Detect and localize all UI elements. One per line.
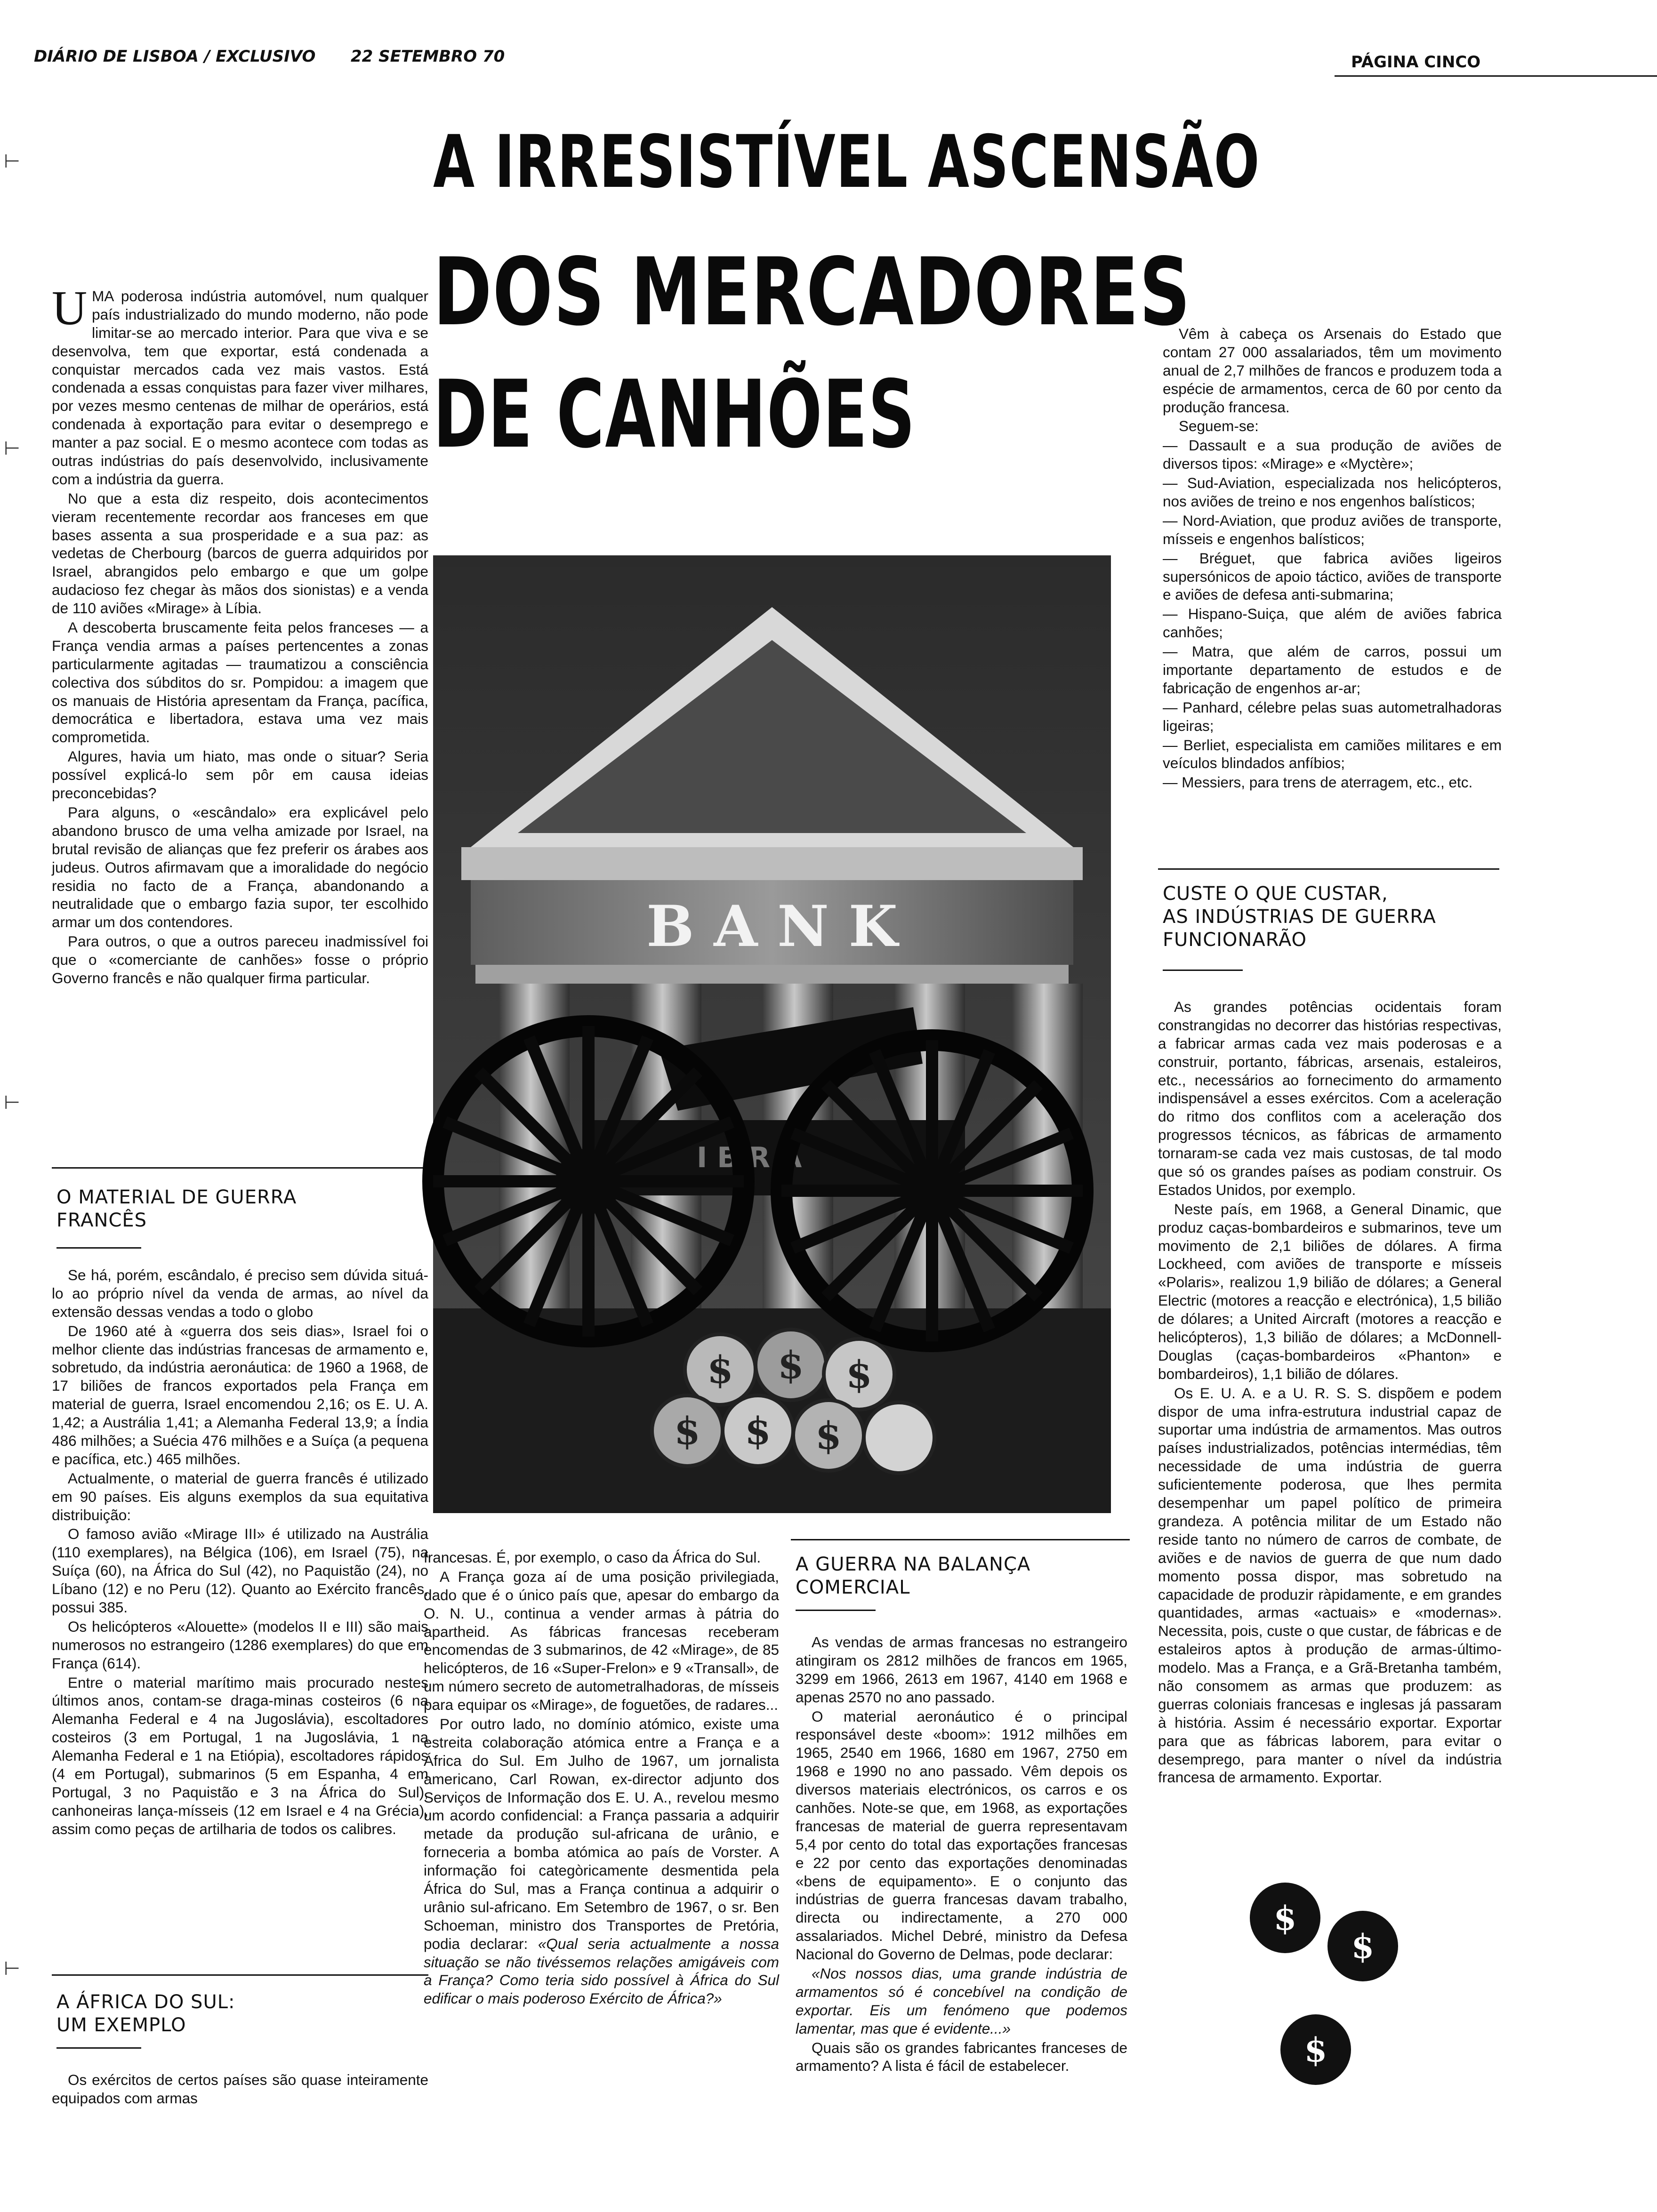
section-rule: [1158, 868, 1499, 870]
manufacturer-item: — Dassault e a sua produção de aviões de diversos tipos: «Mirage» e «Myctère»;: [1163, 437, 1502, 473]
quote: «Nos nossos dias, uma grande indústria de armamentos só é concebível na condição de exportar. Eis um fenómeno que podemos lamentar, mas que é evidente...»: [796, 1965, 1127, 2037]
column-balance: [796, 1633, 1127, 2113]
section-underline: [1163, 970, 1243, 971]
manufacturer-item: — Berliet, especialista em camiões militares e em veículos blindados anfíbios;: [1163, 736, 1502, 772]
margin-mark: ⊢: [4, 151, 20, 172]
capital-band: [475, 965, 1069, 984]
section-title-material: O MATERIAL DE GUERRA FRANCÊS: [56, 1186, 297, 1231]
margin-mark: ⊢: [4, 1092, 20, 1114]
section-title-line: CUSTE O QUE CUSTAR,: [1163, 883, 1388, 905]
section-title-line: AS INDÚSTRIAS DE GUERRA: [1163, 906, 1436, 928]
headline-line-1: A IRRESISTÍVEL ASCENSÃO: [433, 120, 1260, 204]
paragraph: Neste país, em 1968, a General Dinamic, que produz caças-bombardeiros e submarinos, teve um movimento de 2,1 biliões de dólares. A firma Lockheed, com aviões de transporte e mísseis «Polaris», realizou 1,9 bilião de dólares; a General Electric (motores a reacção e electrónica), 1,5 bilião de dólares; a United Aircraft (motores a reacção e helicópteros), 1,3 bilião de dólares; a McDonnell-Douglas (caças-bombardeiros «Phanton» e bombardeiros), 1,1 bilião de dólares.: [1158, 1200, 1502, 1382]
section-rule: [791, 1539, 1130, 1540]
paragraph: Entre o material marítimo mais procurado nestes últimos anos, contam-se draga-minas costeiros (6 na Alemanha Federal e 4 na Jugoslávia), escoltadores costeiros (3 em Portugal, 1 na Jugoslávia, 1 na Alemanha Federal e 1 na Etiópia), escoltadores rápidos (4 em Portugal), submarinos (5 em Espanha, 4 em Portugal, 3 no Paquistão e 3 na África do Sul), canhoneiras lança-mísseis (12 em Israel e 4 na Grécia), assim como peças de artilharia de todos os calibres.: [52, 1674, 428, 1837]
dollar-coin-icon: $: [1280, 2014, 1351, 2085]
paragraph: [424, 1568, 779, 1714]
coin-dollar: $: [707, 1347, 733, 1392]
paragraph: Para alguns, o «escândalo» era explicável pelo abandono brusco de uma velha amizade por Israel, na brutal revisão de alianças que fez preferir os árabes aos judeus. Outros afirmavam que a imoralidade do negócio residia no facto de a França, abandonando a neutralidade que o embargo fazia supor, ter escolhido armar um dos contendores.: [52, 803, 428, 931]
section-title-cost: [1163, 882, 1499, 951]
header-rule: [1335, 75, 1657, 77]
column-cost: [1158, 998, 1502, 1786]
section-rule: [52, 1167, 428, 1169]
paragraph: Vêm à cabeça os Arsenais do Estado que contam 27 000 assalariados, têm um movimento anual de 2,7 milhões de francos e produzem toda a espécie de armamentos, cerca de 60 por cento da produção francesa.: [1163, 325, 1502, 416]
lead-text: MA poderosa indústria automóvel, num qualquer país industrializado do mundo moderno, não pode limitar-se ao mercado interior. Para que viva e se desenvolva, tem que exportar, está condenada a conquistar mercados cada vez mais vastos. Está condenada a essas conquistas para fazer viver milhares, por vezes mesmo centenas de milhar de operários, está condenada à exportação para evitar o desemprego e manter a paz social. E o mesmo acontece com todas as outras indústrias do país desenvolvido, inclusivamente com a indústria da guerra.: [52, 288, 428, 488]
paragraph: O famoso avião «Mirage III» é utilizado na Austrália (110 exemplares), na Bélgica (106), em Israel (75), na Suíça (60), na África do Sul (42), no Paquistão (24), no Líbano (12) e no Peru (12). Quanto ao Exército francês, possui 385.: [52, 1525, 428, 1616]
section-underline: [56, 1247, 141, 1249]
manufacturer-item: — Sud-Aviation, especializada nos helicópteros, nos aviões de treino e nos engenhos balísticos;: [1163, 474, 1502, 510]
paragraph: Para outros, o que a outros pareceu inadmissível foi que o «comerciante de canhões» fosse o próprio Governo francês e não qualquer firma particular.: [52, 933, 428, 986]
margin-mark: ⊢: [4, 1958, 20, 1980]
masthead-publication: DIÁRIO DE LISBOA / EXCLUSIVO: [34, 47, 316, 66]
paragraph: Os E. U. A. e a U. R. S. S. dispõem e podem dispor de uma infra-estrutura industrial capaz de suportar uma indústria de armamentos. Mas outros países industrializados, potências intermédias, têm necessidade de uma indústria de guerra suficientemente poderosa, que lhes permita desempenhar um papel político de primeira grandeza. A potência militar de um Estado não reside tanto no número de carros de combate, de aviões e de navios de guerra de que num dado momento possa dispor, mas sobretudo na capacidade de produzir ràpidamente, e em grandes quantidades, armas «actuais» e «modernas». Necessita, pois, custe o que custar, de fábricas e de estaleiros aptos à produção de armas-último-modelo. Mas a França, e a Grã-Bretanha também, não consomem as armas que produzem: as guerras coloniais francesas e inglesas já passaram à história. Assim é necessário exportar. Exportar para que as fábricas laborem, para evitar o desemprego, para manter o nível da indústria francesa de armamento. Exportar.: [1158, 1384, 1502, 1786]
quote: «Qual seria actualmente a nossa situação se não tivéssemos relações amigáveis com a França? Como teria sido possível à África do Sul edificar o mais poderoso Exército de África?»: [424, 1935, 779, 2007]
cannon-lettering: I B R A: [697, 1141, 802, 1174]
paragraph: Algures, havia um hiato, mas onde o situar? Seria possível explicá-lo sem pôr em causa ideias preconcebidas?: [52, 748, 428, 802]
section-rule: [52, 1974, 428, 1976]
manufacturer-item: — Hispano-Suiça, que além de aviões fabrica canhões;: [1163, 605, 1502, 641]
section-title-line: COMERCIAL: [796, 1576, 910, 1598]
cornice: [461, 847, 1083, 880]
section-title-line: UM EXEMPLO: [56, 2014, 186, 2036]
headline-line-2: DOS MERCADORES: [433, 238, 1191, 346]
paragraph: Os exércitos de certos países são quase inteiramente equipados com armas: [52, 2071, 428, 2107]
manufacturer-item: — Nord-Aviation, que produz aviões de transporte, mísseis e engenhos balísticos;: [1163, 512, 1502, 547]
paragraph: No que a esta diz respeito, dois acontecimentos vieram recentemente recordar aos franceses em que bases assenta a sua prosperidade e a sua paz: as vedetas de Cherbourg (barcos de guerra adquiridos por Israel, abrangidos pelo embargo e que um golpe audacioso fez chegar às mãos dos sionistas) e a venda de 110 aviões «Mirage» à Líbia.: [52, 489, 428, 617]
drop-cap: U: [52, 281, 88, 335]
paragraph: [424, 1715, 779, 2008]
right-wheel: [781, 1040, 1083, 1341]
margin-mark: ⊢: [4, 438, 20, 459]
section-title-line: A ÁFRICA DO SUL:: [56, 1991, 235, 2013]
section-title-line: FUNCIONARÃO: [1163, 929, 1307, 951]
paragraph: Os helicópteros «Alouette» (modelos II e III) são mais numerosos no estrangeiro (1286 exemplares) do que em França (614).: [52, 1618, 428, 1672]
paragraph: As grandes potências ocidentais foram constrangidas no decorrer das histórias respectivas, a fabricar armas cada vez mais poderosas e a construir, portanto, fábricas, arsenais, estaleiros, etc., necessários ao fornecimento do armamento indispensável a esses exércitos. Com a aceleração do ritmo dos conflitos com a aceleração dos progressos técnicos, as fábricas de armamento tornaram-se cada vez mais custosas, de tal modo que só os grandes países as podiam construir. Os Estados Unidos, por exemplo.: [1158, 998, 1502, 1198]
coin-dollar: $: [674, 1409, 700, 1453]
section-underline: [796, 1610, 876, 1611]
paragraph: Seguem-se:: [1179, 417, 1259, 435]
coin-dollar: $: [745, 1409, 771, 1453]
dollar-coin-icon: $: [1250, 1883, 1320, 1953]
page-number: PÁGINA CINCO: [1351, 53, 1481, 72]
bank-sign: B A N K: [646, 893, 898, 960]
manufacturer-item: — Matra, que além de carros, possui um importante departamento de estudos e de fabricação de engenhos ar-ar;: [1163, 643, 1502, 697]
section-underline: [56, 2047, 141, 2049]
manufacturer-item: — Messiers, para trens de aterragem, etc., etc.: [1163, 774, 1473, 791]
paragraph: Actualmente, o material de guerra francês é utilizado em 90 países. Eis alguns exemplos da sua equitativa distribuição:: [52, 1469, 428, 1523]
section-title-balance: [796, 1553, 1125, 1599]
headline-line-3: DE CANHÕES: [433, 360, 916, 469]
manufacturer-item: — Bréguet, que fabrica aviões ligeiros supersónicos de apoio táctico, aviões de transporte e aviões de defesa anti-submarina;: [1163, 549, 1502, 603]
column-south-africa: [424, 1548, 779, 2113]
paragraph: francesas. É, por exemplo, o caso da África do Sul.: [424, 1549, 761, 1566]
paragraph: Quais são os grandes fabricantes franceses de armamento? A lista é fácil de estabelecer.: [796, 2039, 1127, 2075]
column-material: [52, 1266, 428, 1977]
paragraph: As vendas de armas francesas no estrangeiro atingiram os 2812 milhões de francos em 1965, 3299 em 1966, 2613 em 1967, 4140 em 1968 e apenas 2570 no ano passado.: [796, 1634, 1127, 1706]
manufacturer-item: — Panhard, célebre pelas suas autometralhadoras ligeiras;: [1163, 698, 1502, 734]
paragraph-text: Por outro lado, no domínio atómico, existe uma estreita colaboração atómica entre a França e a África do Sul. Em Julho de 1967, um jornalista americano, Carl Rowan, ex-director adjunto dos Serviços de Informação dos E. U. A., revelou mesmo um acordo confidencial: a França passaria a adquirir metade da produção sul-africana de urânio, e forneceria a bomba atómica ao país de Vorster. A informação foi categòricamente desmentida pela África do Sul, mas a França continua a adquirir o urânio sul-africano. Em Setembro de 1967, o sr. Ben Schoeman, ministro dos Transportes de Pretória, podia declarar:: [424, 1715, 779, 1952]
dollar-coin-icon: $: [1327, 1911, 1398, 1981]
section-title-south-africa: [56, 1991, 424, 2037]
section-title-line: A GUERRA NA BALANÇA: [796, 1554, 1031, 1575]
coin-dollar: $: [815, 1413, 842, 1458]
coin-dollar: $: [846, 1352, 872, 1396]
column-south-africa-start: [52, 2071, 428, 2113]
paragraph: A descoberta bruscamente feita pelos franceses — a França vendia armas a países pertencentes a zonas particularmente agitadas — traumatizou a consciência colectiva dos súbditos do sr. Pompidou: a imagem que os manuais de História apresentam da França, pacífica, democrática e libertadora, estava uma vez mais comprometida.: [52, 619, 428, 746]
column-intro: [52, 281, 428, 1167]
bank-cannon-photo: [433, 555, 1111, 1513]
photo-illustration: [433, 555, 1111, 1513]
coin-dollar: $: [778, 1343, 804, 1387]
paragraph-text: A França goza aí de uma posição privilegiada, dado que é o único país que, apesar do embargo da O. N. U., continua a vender armas à pátria do apartheid. As fábricas francesas receberam encomendas de 3 submarinos, de 42 «Mirage», de 85 helicópteros, de 16 «Super-Frelon» e 9 «Transall», de um número secreto de autometralhadoras, de mísseis para equipar os «Mirage», de foguetões, de radares...: [424, 1568, 779, 1714]
paragraph: O material aeronáutico é o principal responsável deste «boom»: 1912 milhões em 1965, 2540 em 1966, 1680 em 1967, 2750 em 1968 e 1990 no ano passado. Vêm depois os diversos materiais electrónicos, os carros e os canhões. Note-se que, em 1968, as exportações francesas de material de guerra representavam 5,4 por cento do total das exportações francesas e 22 por cento das exportações denominadas «bens de equipamento». E o conjunto das indústrias de guerra francesas davam trabalho, directa ou indirectamente, a 270 000 assalariados. Michel Debré, ministro da Defesa Nacional do Governo de Delmas, pode declarar:: [796, 1707, 1127, 1963]
paragraph: De 1960 até à «guerra dos seis dias», Israel foi o melhor cliente das indústrias francesas de armamento e, sobretudo, da indústria aeronáutica: de 1960 a 1968, de 17 biliões de francos exportados pela França em material de guerra, Israel encomendou 2,16; os E. U. A. 1,42; a Austrália 1,41; a Alemanha Federal 13,9; a Índia 486 milhões; a Suécia 476 milhões e a Suíça (a pequena e pacífica, etc.) 465 milhões.: [52, 1322, 428, 1467]
masthead-date: 22 SETEMBRO 70: [351, 47, 505, 66]
column-manufacturers: [1163, 325, 1502, 838]
lead-paragraph: [52, 281, 428, 489]
left-wheel: [433, 1026, 744, 1337]
paragraph: Se há, porém, escândalo, é preciso sem dúvida situá-lo ao próprio nível da venda de armas, ao nível da extensão dessas vendas a todo o globo: [52, 1266, 428, 1320]
